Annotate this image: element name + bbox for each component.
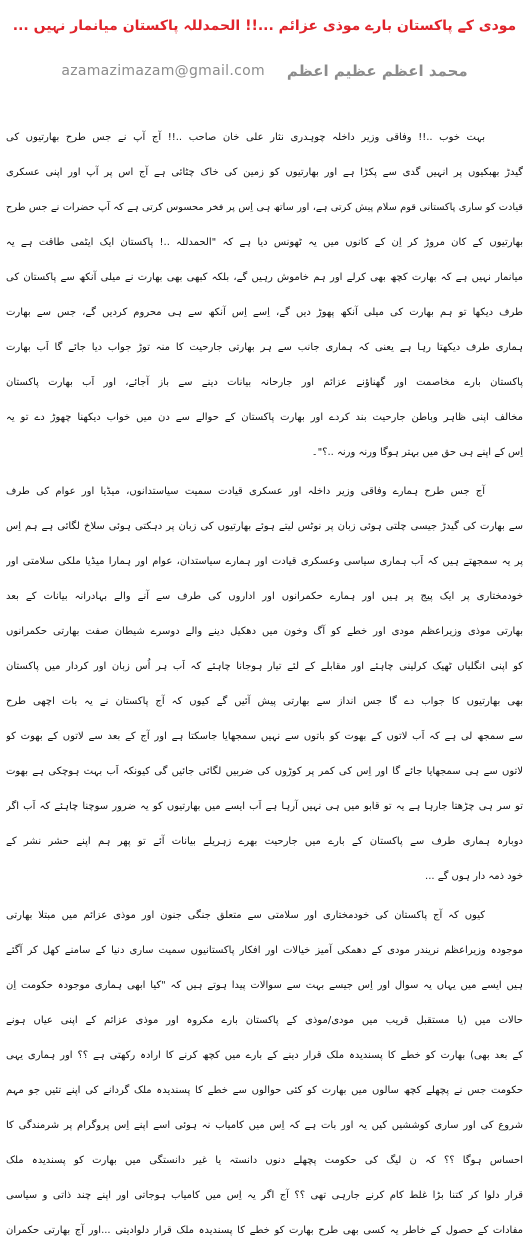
paragraph bbox=[6, 898, 523, 1248]
text-line: پر یہ سمجھتے ہیں کہ اَب ہماری سیاسی وعسکری قیادت اور ہمارے سیاستدان، عوام اور ہمارا میڈیا ملکی سلامتی اور bbox=[6, 556, 523, 567]
text-line: آج جس طرح ہمارے وفاقی وزیر داخلہ اور عسکری قیادت سمیت سیاستدانوں، میڈیا اور عوام کی طرف bbox=[6, 486, 485, 497]
paragraph bbox=[6, 474, 523, 894]
author-email: azamazimazam@gmail.com bbox=[61, 63, 265, 79]
text-line: کے بعد بھی) بھارت کو خطے کا پسندیدہ ملک قرار دینے کے بارے میں کچھ کرنے کا ارادہ رکھتی ہے ؟؟ اور ہماری یہی bbox=[6, 1050, 523, 1061]
text-line: بھارتیوں کے کان مروڑ کر اِن کے کانوں میں یہ ٹھونس دیا ہے کہ "الحمدللہ ..! پاکستان ایک ایٹمی طاقت ہے یہ bbox=[6, 237, 523, 248]
paragraph bbox=[6, 120, 523, 470]
text-line: پاکستان بارے مخاصمت اور گھناؤنے عزائم اور جارحانہ بیانات دینے سے باز آجائے، اور اَب بھارت پاکستان bbox=[6, 377, 523, 388]
text-line: سے سمجھ لی ہے کہ اَب لاتوں کے بھوت کو باتوں سے نہیں سمجھایا جاسکتا ہے اور آج کے بعد سے لاتوں کے بھوت کو bbox=[6, 731, 523, 742]
text-line: دوبارہ ہماری طرف سے پاکستان کے بارے میں جارحیت بھرے زہریلے بیانات آئے تو پھر ہم اپنے حشر نشر کے bbox=[6, 836, 523, 847]
text-line: سے بھارت کی گیدڑ جیسی چلتی ہوئی زبان پر نوٹس لیتے ہوئے بھارتیوں کی زبان پر دہکتی ہوئی سلاخ لگائی ہے ہم اِس bbox=[6, 521, 523, 532]
text-line: مفادات کے حصول کے خاطر یہ کسی بھی طرح بھارت کو خطے کا پسندیدہ ملک قرار دلوادیتی ...اور آج بھارتی حکمران bbox=[6, 1225, 523, 1236]
text-line: ہیں ایسے میں یہاں یہ سوال اور اِس جیسے بہت سے سوالات پیدا ہوتے ہیں کہ "کیا ابھی ہماری موجودہ حکومت اِن bbox=[6, 980, 523, 991]
text-line: قیادت کو ساری پاکستانی قوم سلام پیش کرتی ہے، اور ساتھ ہی اِس پر فخر محسوس کرتی ہے کہ آپ حضرات نے جس طرح bbox=[6, 202, 523, 213]
article-title: مودی کے پاکستان بارے موذی عزائم ...!! الحمدللہ پاکستان میانمار نہیں ... bbox=[12, 18, 517, 34]
text-line: احساس ہوگا ؟؟ کہ ن لیگ کی حکومت پچھلے دنوں دانستہ یا غیر دانستگی میں بھارت کو پسندیدہ ملک bbox=[6, 1155, 523, 1166]
text-line: تو سر ہی چڑھتا جارہا ہے یہ تو قابو میں ہی نہیں آرہا ہے اَب ایسے میں بھارتیوں کو یہ ضرور سوچنا چاہئے کہ اَب اگر bbox=[6, 801, 523, 812]
text-line: اِس کے اپنے ہی حق میں بہتر ہوگا ورنہ ورنہ ..؟"۔ bbox=[311, 447, 523, 458]
text-line: بھارتی موذی وزیراعظم مودی اور خطے کو آگ وخون میں دھکیل دینے والے دوسرے شیطان صفت بھارتی حکمرانوں bbox=[6, 626, 523, 637]
text-line: بہت خوب ..!! وفاقی وزیر داخلہ چوہدری نثار علی خان صاحب ..!! آج آپ نے جس طرح بھارتیوں کی bbox=[6, 132, 485, 143]
text-line: طرف دیکھا تو ہم بھارت کی میلی آنکھ پھوڑ دیں گے، اِسے اِس آنکھ سے ہی محروم کردیں گے، جس سے بھارت bbox=[6, 307, 523, 318]
byline bbox=[0, 56, 529, 86]
text-line: لاتوں سے ہی سمجھایا جائے گا اور اِس کی کمر پر کوڑوں کی ضربیں لگائی جائیں گی کیونکہ اَب بہت ہوچکی ہے بھوت bbox=[6, 766, 523, 777]
text-line: خود ذمہ دار ہوں گے ... bbox=[425, 871, 523, 882]
text-line: بھی بھارتیوں کا جواب دے گا جس انداز سے بھارتی پیش آئیں گے کیوں کہ آج پاکستان نے یہ بات اچھی طرح bbox=[6, 696, 523, 707]
text-line: حکومت جس نے پچھلے کچھ سالوں میں بھارت کو کئی حوالوں سے خطے کا پسندیدہ ملک گردانے کی اپنے تئیں جو مہم bbox=[6, 1085, 523, 1096]
text-line: ہماری طرف دیکھتا رہا ہے یعنی کہ ہماری جانب سے ہر بھارتی جارحیت کا منہ توڑ جواب دیا جائے گا اَب بھارت bbox=[6, 342, 523, 353]
author-name: محمد اعظم عظیم اعظم bbox=[286, 62, 468, 80]
text-line: حالات میں (یا مستقبل قریب میں مودی/موذی کے پاکستان بارے مکروہ اور موذی عزائم کے اپنی عیاں ہونے bbox=[6, 1015, 523, 1026]
text-line: گیدڑ بھبکیوں پر انہیں گدی سے پکڑا ہے اور بھارتیوں کو زمین کی خاک چٹائی ہے آج اس پر آپ اور اپنی عسکری bbox=[6, 167, 523, 178]
text-line: مخالف اپنی ظاہر وباطن جارحیت بند کردے اور بھارت پاکستان کے حوالے سے دن میں خواب دیکھنا چھوڑ دے تو یہ bbox=[6, 412, 523, 423]
text-line: شروع کی اور ساری کوششیں کیں یہ اور بات ہے کہ اِس میں کامیاب نہ ہوئی اسے اپنے اِس پروگرام پر شرمندگی کا bbox=[6, 1120, 523, 1131]
text-line: خودمختاری پر ایک پیج پر ہیں اور ہمارے حکمرانوں اور اداروں کی طرف سے آنے والے بہادرانہ بیانات کے بعد bbox=[6, 591, 523, 602]
text-line: موجودہ وزیراعظم نریندر مودی کے دھمکی آمیز خیالات اور افکار پاکستانیوں سمیت ساری دنیا کے سامنے کھل کر آگئے bbox=[6, 945, 523, 956]
text-line: کیوں کہ آج پاکستان کی خودمختاری اور سلامتی سے متعلق جنگی جنون اور موذی عزائم میں مبتلا بھارتی bbox=[6, 910, 485, 921]
text-line: قرار دلوا کر کتنا بڑا غلط کام کرنے جارہی تھی ؟؟ آج اگر یہ اِس میں کامیاب ہوجاتی اور اپنے چند ذاتی و سیاسی bbox=[6, 1190, 523, 1201]
text-line: میانمار نہیں ہے کہ بھارت کچھ بھی کرلے اور ہم خاموش رہیں گے، بلکہ کبھی بھی بھارت نے میلی آنکھ سے پاکستان کی bbox=[6, 272, 523, 283]
article-body bbox=[0, 86, 529, 1248]
text-line: کو اپنی انگلیاں ٹھیک کرلینی چاہئے اور مقابلے کے لئے تیار ہوجانا چاہئے کہ اَب ہر اُس زبان اور کردار میں پاکستان bbox=[6, 661, 523, 672]
